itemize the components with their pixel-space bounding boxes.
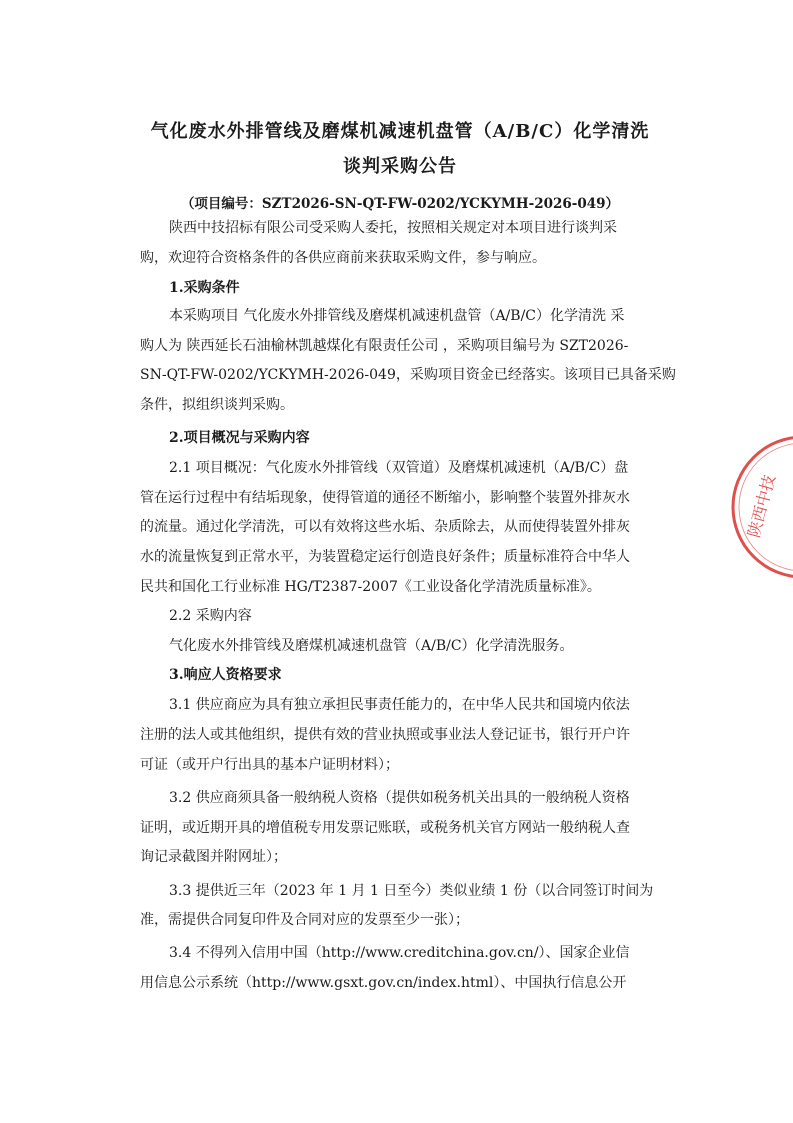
paragraph-line: 注册的法人或其他组织，提供有效的营业执照或事业法人登记证书，银行开户许 (140, 727, 630, 743)
document-title-line1: 气化废水外排管线及磨煤机减速机盘管（A/B/C）化学清洗 (150, 121, 650, 142)
paragraph-line: 气化废水外排管线及磨煤机减速机盘管（A/B/C）化学清洗服务。 (169, 638, 574, 654)
project-number: （项目编号：SZT2026-SN-QT-FW-0202/YCKYMH-2026-049） (180, 196, 620, 212)
paragraph-line: 民共和国化工行业标准 HG/T2387-2007《工业设备化学清洗质量标准》。 (140, 579, 601, 595)
paragraph-line: SN-QT-FW-0202/YCKYMH-2026-049，采购项目资金已经落实。该项目已具备采购 (140, 367, 676, 383)
document-title-line2: 谈判采购公告 (343, 156, 457, 177)
paragraph-line: 3.4 不得列入信用中国（http://www.creditchina.gov.cn/）、国家企业信 (169, 945, 630, 961)
paragraph-line: 水的流量恢复到正常水平，为装置稳定运行创造良好条件；质量标准符合中华人 (140, 549, 630, 565)
intro-line: 陕西中技招标有限公司受采购人委托，按照相关规定对本项目进行谈判采 (169, 220, 617, 236)
section-heading: 1.采购条件 (169, 280, 240, 296)
paragraph-line: 3.2 供应商须具备一般纳税人资格（提供如税务机关出具的一般纳税人资格 (169, 790, 630, 806)
paragraph-line: 3.1 供应商应为具有独立承担民事责任能力的，在中华人民共和国境内依法 (169, 697, 630, 713)
section-heading: 2.项目概况与采购内容 (169, 430, 310, 446)
paragraph-line: 准，需提供合同复印件及合同对应的发票至少一张）； (140, 912, 469, 928)
section-heading: 3.响应人资格要求 (169, 667, 282, 683)
paragraph-line: 可证（或开户行出具的基本户证明材料）； (140, 757, 399, 773)
seal-text: 陕西中技 (744, 472, 780, 540)
paragraph-line: 的流量。通过化学清洗，可以有效将这些水垢、杂质除去，从而使得装置外排灰 (140, 519, 630, 535)
paragraph-line: 证明，或近期开具的增值税专用发票记账联，或税务机关官方网站一般纳税人查 (140, 820, 630, 836)
intro-line: 购，欢迎符合资格条件的各供应商前来获取采购文件，参与响应。 (140, 250, 546, 266)
paragraph-line: 询记录截图并附网址）； (140, 849, 287, 865)
paragraph-line: 3.3 提供近三年（2023 年 1 月 1 日至今）类似业绩 1 份（以合同签订时间为 (169, 883, 654, 899)
subsection-heading: 2.2 采购内容 (169, 608, 252, 624)
company-seal-icon (728, 432, 793, 582)
paragraph-line: 管在运行过程中有结垢现象，使得管道的通径不断缩小，影响整个装置外排灰水 (140, 490, 630, 506)
paragraph-line: 用信息公示系统（http://www.gsxt.gov.cn/index.html）、中国执行信息公开 (140, 975, 627, 991)
paragraph-line: 本采购项目 气化废水外排管线及磨煤机减速机盘管（A/B/C）化学清洗 采 (169, 308, 625, 324)
paragraph-line: 2.1 项目概况：气化废水外排管线（双管道）及磨煤机减速机（A/B/C）盘 (169, 460, 629, 476)
paragraph-line: 购人为 陕西延长石油榆林凯越煤化有限责任公司 ，采购项目编号为 SZT2026- (140, 338, 629, 354)
paragraph-line: 条件，拟组织谈判采购。 (140, 397, 294, 413)
